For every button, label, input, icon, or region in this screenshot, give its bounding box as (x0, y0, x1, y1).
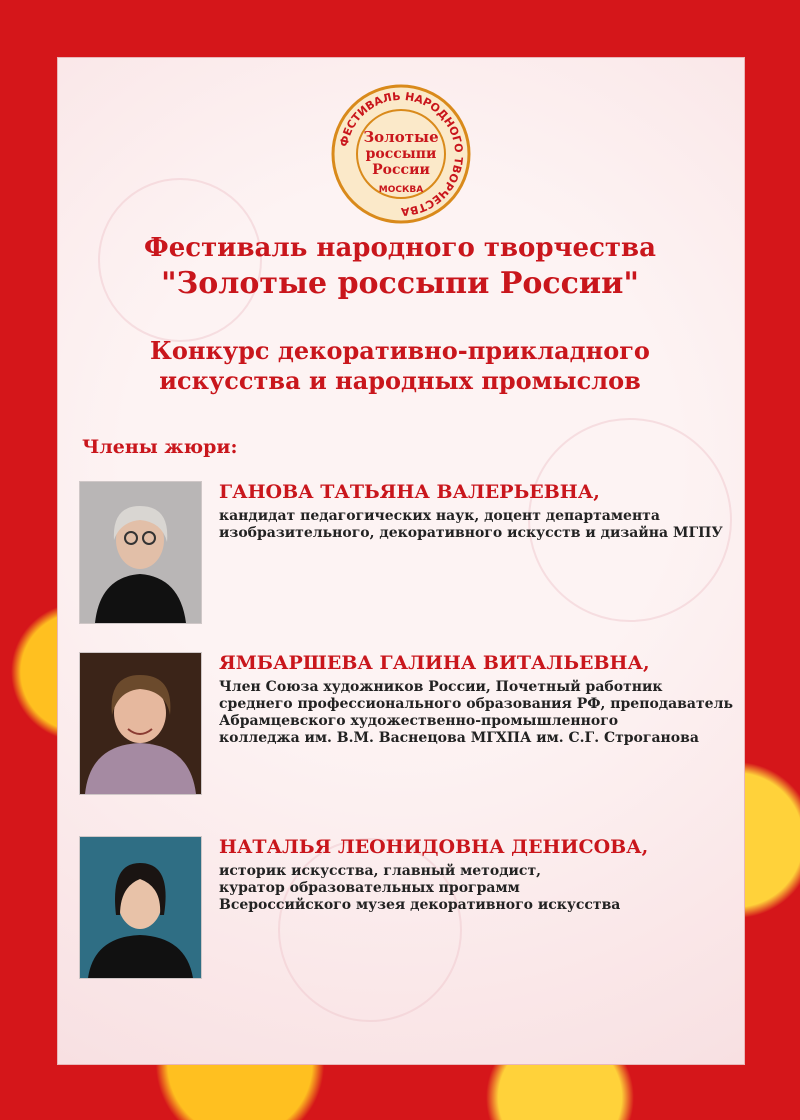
svg-text:России: России (372, 162, 430, 178)
juror-description-line: Член Союза художников России, Почетный работник (219, 679, 663, 695)
juror-description-line: среднего профессионального образования РФ, преподаватель (219, 696, 733, 712)
juror-description-line: Абрамцевского художественно-промышленного (219, 713, 619, 729)
person-icon (80, 837, 201, 978)
juror-description-line: куратор образовательных программ (219, 880, 520, 896)
festival-name: "Золотые россыпи России" (160, 266, 640, 301)
juror-description-line: историк искусства, главный методист, (219, 863, 541, 879)
contest-subtitle-line-1: Конкурс декоративно-прикладного (150, 336, 650, 365)
juror-name: ГАНОВА ТАТЬЯНА ВАЛЕРЬЕВНА, (219, 481, 600, 503)
jury-heading: Члены жюри: (82, 436, 238, 458)
juror-photo (79, 481, 202, 624)
svg-text:Золотые: Золотые (363, 128, 439, 146)
svg-text:россыпи: россыпи (365, 146, 437, 162)
juror-description-line: Всероссийского музея декоративного искусства (219, 897, 621, 913)
juror-name: ЯМБАРШЕВА ГАЛИНА ВИТАЛЬЕВНА, (219, 652, 650, 674)
juror-description-line: колледжа им. В.М. Васнецова МГХПА им. С.Г. Строганова (219, 730, 699, 746)
juror-description-line: изобразительного, декоративного искусств и дизайна МГПУ (219, 525, 723, 541)
person-icon (80, 653, 201, 794)
svg-text:ФЕСТИВАЛЬ НАРОДНОГО ТВОРЧЕСТВА: ФЕСТИВАЛЬ НАРОДНОГО ТВОРЧЕСТВА (337, 89, 466, 219)
person-icon (80, 482, 201, 623)
juror-photo (79, 836, 202, 979)
juror-photo (79, 652, 202, 795)
juror-name: НАТАЛЬЯ ЛЕОНИДОВНА ДЕНИСОВА, (219, 836, 649, 858)
contest-subtitle-line-2: искусства и народных промыслов (159, 366, 641, 395)
festival-emblem-logo (331, 84, 471, 224)
juror-description-line: кандидат педагогических наук, доцент департамента (219, 508, 660, 524)
festival-title: Фестиваль народного творчества (144, 233, 656, 263)
svg-text:МОСКВА: МОСКВА (378, 185, 424, 195)
